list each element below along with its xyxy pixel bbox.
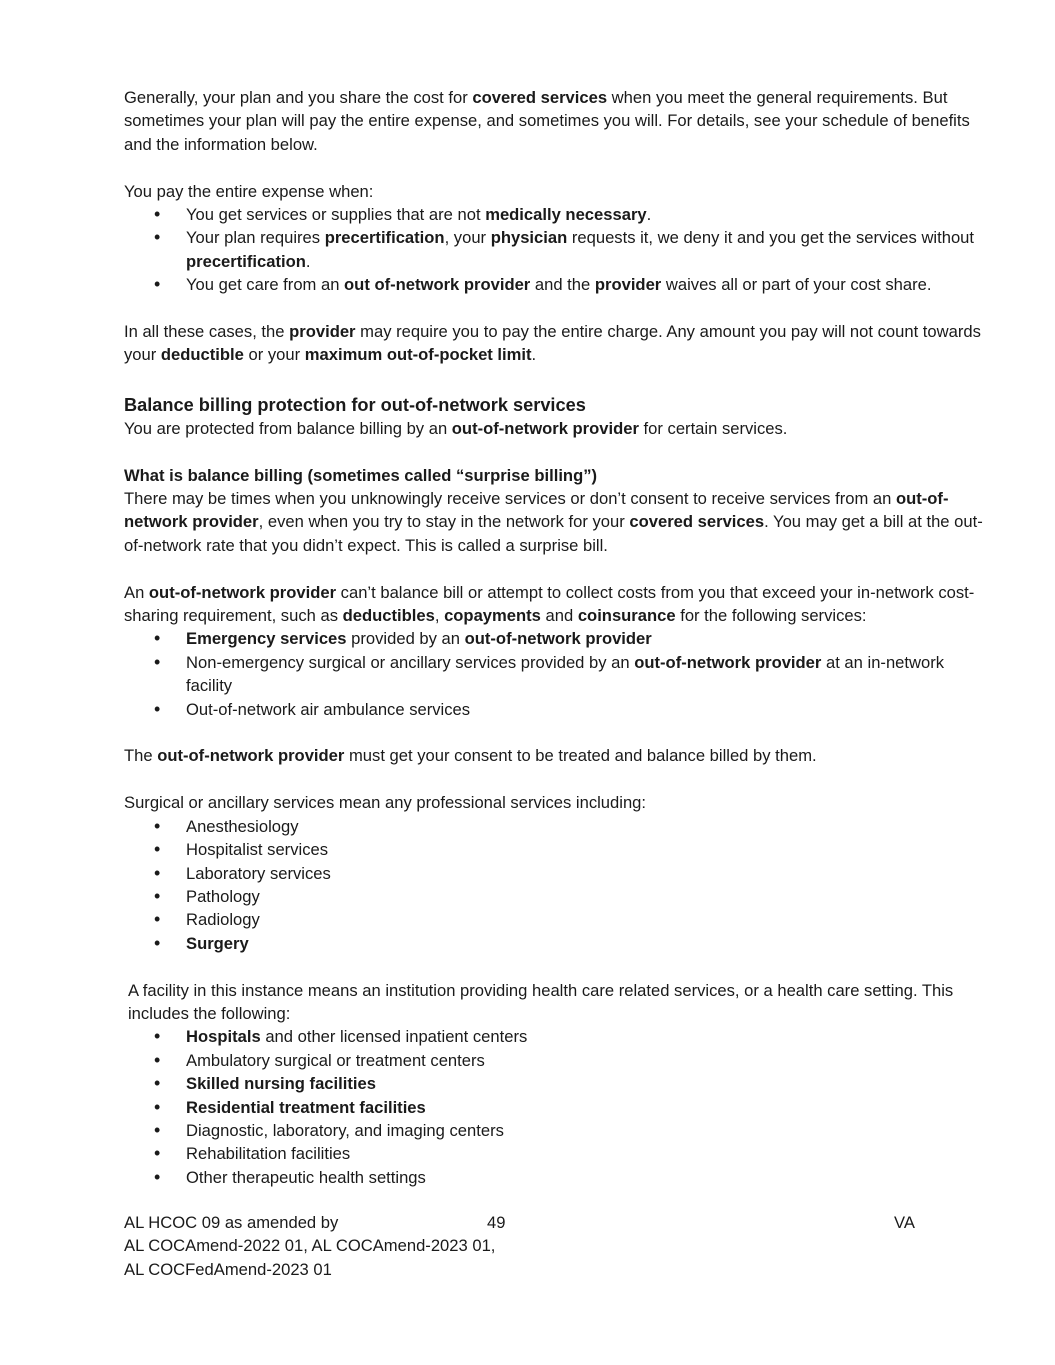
balance-billing-paragraph: There may be times when you unknowingly receive services or don’t consent to receive services from an out-of-network provider, even when you try to stay in the network for your covered services. You may get a bill at the out-of-network rate that you didn’t expect. This is called a surprise bill. (124, 489, 983, 555)
list-item: • You get services or supplies that are not medically necessary. (124, 203, 994, 226)
footer-form-ids (124, 1211, 524, 1281)
page-number: 49 (487, 1213, 506, 1232)
footer-line: AL COCAmend-2022 01, AL COCAmend-2023 01, (124, 1236, 496, 1256)
surgical-lead: Surgical or ancillary services mean any professional services including: (124, 793, 647, 813)
list-item: • Laboratory services (124, 862, 994, 885)
footer-line: AL HCOC 09 as amended by (124, 1213, 339, 1232)
consent-paragraph: The out-of-network provider must get your consent to be treated and balance billed by them. (124, 746, 817, 766)
list-item: • Out-of-network air ambulance services (124, 698, 994, 721)
list-item: • Non-emergency surgical or ancillary services provided by an out-of-network provider at an in-network facility (124, 651, 994, 698)
list-item: • Radiology (124, 908, 994, 931)
list-item: • Hospitals and other licensed inpatient centers (124, 1025, 994, 1048)
subheading: What is balance billing (sometimes called “surprise billing”) (124, 465, 598, 485)
list-item: • You get care from an out of-network provider and the provider waives all or part of your cost share. (124, 273, 994, 296)
footer-line: AL COCFedAmend-2023 01 (124, 1259, 332, 1279)
list-item: • Rehabilitation facilities (124, 1142, 994, 1165)
facility-lead: A facility in this instance means an institution providing health care related services, or a health care setting. This includes the following: (128, 980, 954, 1023)
state-code: VA (894, 1213, 915, 1232)
list-item: • Residential treatment facilities (124, 1096, 994, 1119)
pay-entire-expense-lead: You pay the entire expense when: (124, 181, 374, 201)
list-item: • Other therapeutic health settings (124, 1166, 994, 1189)
list-item: • Surgery (124, 932, 994, 955)
list-item: • Ambulatory surgical or treatment centers (124, 1049, 994, 1072)
services-list (124, 627, 994, 721)
facility-list (124, 1025, 994, 1189)
list-item: • Hospitalist services (124, 838, 994, 861)
list-item: • Skilled nursing facilities (124, 1072, 994, 1095)
list-item: • Diagnostic, laboratory, and imaging centers (124, 1119, 994, 1142)
surgical-list (124, 815, 994, 955)
protection-paragraph: You are protected from balance billing by an out-of-network provider for certain services. (124, 418, 788, 438)
document-page (124, 86, 994, 1189)
pay-entire-expense-list (124, 203, 994, 297)
section-heading: Balance billing protection for out-of-network services (124, 394, 586, 415)
list-item: • Your plan requires precertification, your physician requests it, we deny it and you get the services without precertification. (124, 226, 994, 273)
list-item: • Emergency services provided by an out-of-network provider (124, 627, 994, 650)
list-item: • Anesthesiology (124, 815, 994, 838)
intro-paragraph: Generally, your plan and you share the cost for covered services when you meet the general requirements. But sometimes your plan will pay the entire expense, and sometimes you will. For details, see your schedule of benefits and the information below. (124, 88, 970, 154)
cases-paragraph: In all these cases, the provider may require you to pay the entire charge. Any amount you pay will not count towards your deductible or your maximum out-of-pocket limit. (124, 322, 981, 365)
list-item: • Pathology (124, 885, 994, 908)
cost-sharing-paragraph: An out-of-network provider can’t balance bill or attempt to collect costs from you that exceed your in-network cost-sharing requirement, such as deductibles, copayments and coinsurance for the following services: (124, 582, 975, 626)
